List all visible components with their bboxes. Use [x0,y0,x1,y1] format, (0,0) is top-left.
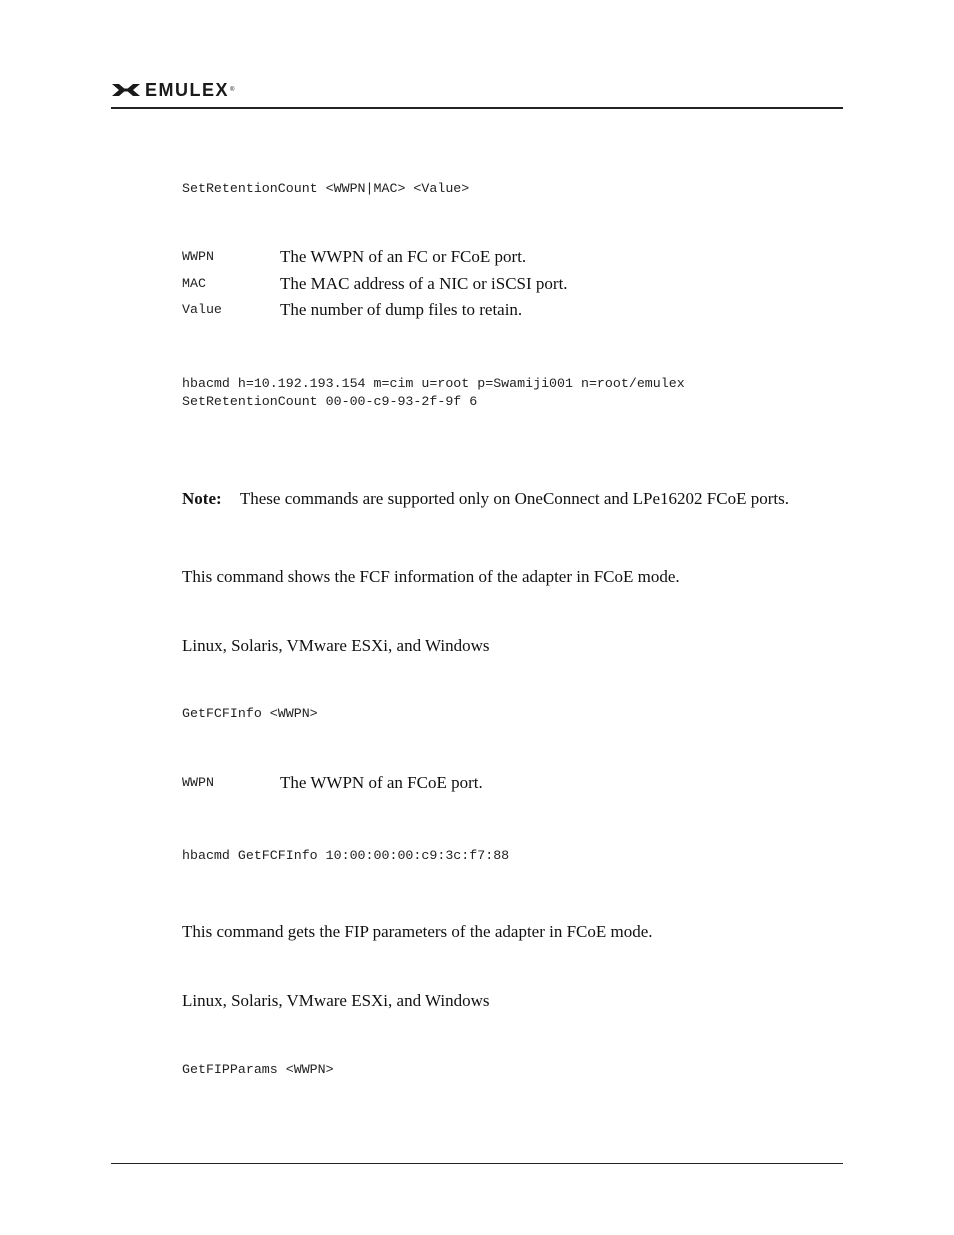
note-text: These commands are supported only on OneConnect and LPe16202 FCoE ports. [239,489,789,508]
note-block [182,488,789,510]
param-name: WWPN [182,775,214,790]
get-fcf-syntax: GetFCFInfo <WWPN> [182,706,318,721]
header-rule [111,107,843,109]
footer-rule [111,1163,843,1164]
get-fip-syntax: GetFIPParams <WWPN> [182,1062,334,1077]
get-fip-description: This command gets the FIP parameters of the adapter in FCoE mode. [182,922,653,941]
param-desc: The number of dump files to retain. [280,300,523,319]
set-retention-example-line2: SetRetentionCount 00-00-c9-93-2f-9f 6 [182,394,478,409]
set-retention-example-line1: hbacmd h=10.192.193.154 m=cim u=root p=Swamiji001 n=root/emulex [182,376,685,391]
param-name: Value [182,302,222,317]
param-desc: The MAC address of a NIC or iSCSI port. [280,274,568,293]
param-desc: The WWPN of an FC or FCoE port. [280,247,527,266]
get-fcf-description: This command shows the FCF information of the adapter in FCoE mode. [182,567,680,586]
param-name: WWPN [182,249,214,264]
logo-trademark: ® [230,87,235,93]
param-desc: The WWPN of an FCoE port. [280,773,483,792]
get-fip-supported: Linux, Solaris, VMware ESXi, and Windows [182,991,490,1010]
note-label: Note: [182,489,222,508]
get-fcf-example: hbacmd GetFCFInfo 10:00:00:00:c9:3c:f7:88 [182,848,510,863]
emulex-logo [111,80,234,100]
logo-wordmark: EMULEX [145,80,230,100]
set-retention-syntax: SetRetentionCount <WWPN|MAC> <Value> [182,181,470,196]
get-fcf-supported: Linux, Solaris, VMware ESXi, and Windows [182,636,490,655]
param-name: MAC [182,276,206,291]
emulex-logo-icon [111,82,141,98]
